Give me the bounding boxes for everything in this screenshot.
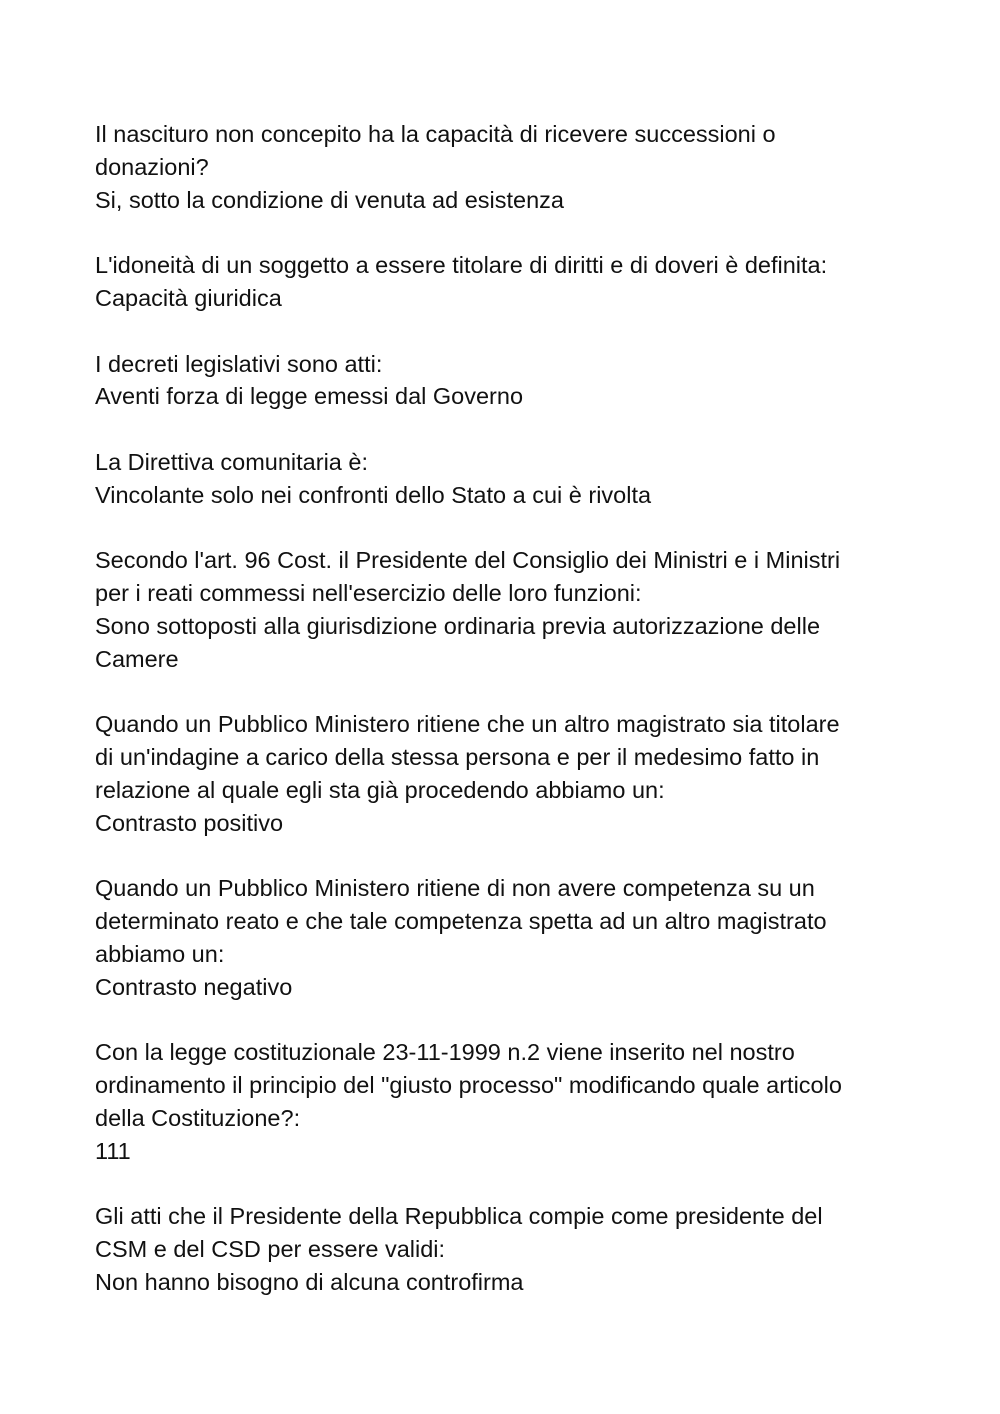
answer-text: Contrasto negativo	[95, 973, 293, 1000]
qa-item	[95, 118, 915, 216]
question-text: La Direttiva comunitaria è:	[95, 448, 368, 475]
qa-item	[95, 872, 915, 1003]
answer-text: Contrasto positivo	[95, 809, 284, 836]
document-page	[95, 118, 915, 1331]
question-text: L'idoneità di un soggetto a essere titolare di diritti e di doveri è definita:	[95, 252, 828, 279]
qa-item	[95, 1036, 915, 1167]
question-text: Con la legge costituzionale 23-11-1999 n.2 viene inserito nel nostro ordinamento il principio del "giusto processo" modificando quale articolo della Costituzione?:	[95, 1039, 842, 1131]
qa-item	[95, 249, 915, 315]
answer-text: Si, sotto la condizione di venuta ad esistenza	[95, 186, 564, 213]
question-text: Secondo l'art. 96 Cost. il Presidente del Consiglio dei Ministri e i Ministri per i reati commessi nell'esercizio delle loro funzioni:	[95, 547, 841, 607]
qa-item	[95, 1200, 915, 1298]
qa-item	[95, 446, 915, 512]
answer-text: Vincolante solo nei confronti dello Stato a cui è rivolta	[95, 481, 652, 508]
answer-text: Sono sottoposti alla giurisdizione ordinaria previa autorizzazione delle Camere	[95, 612, 821, 672]
question-text: I decreti legislativi sono atti:	[95, 350, 383, 377]
answer-text: Capacità giuridica	[95, 284, 282, 311]
answer-text: Aventi forza di legge emessi dal Governo	[95, 383, 524, 410]
qa-item	[95, 348, 915, 414]
question-text: Gli atti che il Presidente della Repubblica compie come presidente del CSM e del CSD per essere validi:	[95, 1203, 823, 1263]
question-text: Quando un Pubblico Ministero ritiene che un altro magistrato sia titolare di un'indagine a carico della stessa persona e per il medesimo fatto in relazione al quale egli sta già procedendo abbiamo un:	[95, 711, 840, 803]
question-text: Quando un Pubblico Ministero ritiene di non avere competenza su un determinato reato e che tale competenza spetta ad un altro magistrato abbiamo un:	[95, 875, 827, 967]
qa-item	[95, 544, 915, 675]
question-text: Il nascituro non concepito ha la capacità di ricevere successioni o donazioni?	[95, 121, 776, 180]
qa-item	[95, 708, 915, 839]
answer-text: Non hanno bisogno di alcuna controfirma	[95, 1268, 524, 1295]
answer-text: 111	[95, 1137, 131, 1164]
